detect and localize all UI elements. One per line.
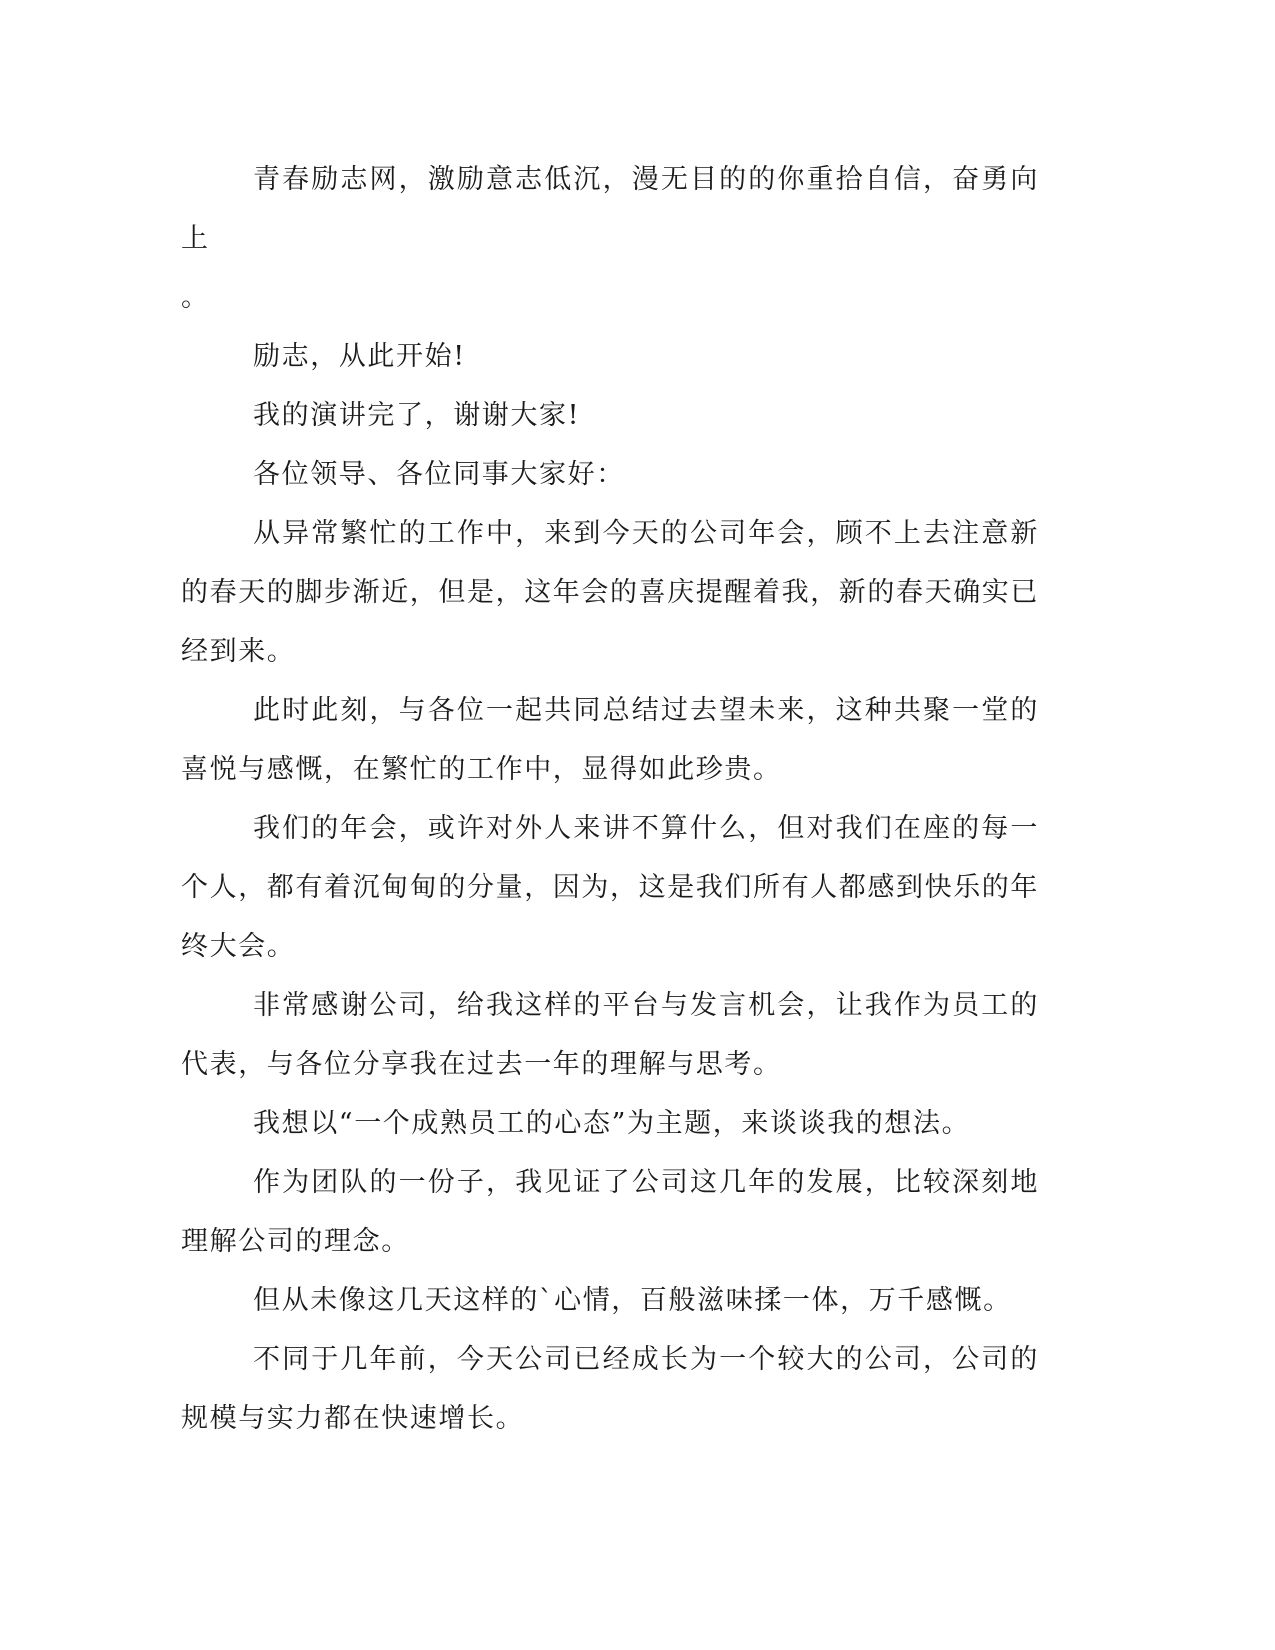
paragraph-body: 此时此刻，与各位一起共同总结过去望未来，这种共聚一堂的喜悦与感慨，在繁忙的工作中，显得如此珍贵。 <box>181 695 1039 785</box>
paragraph-thanks: 我的演讲完了，谢谢大家! <box>253 400 581 431</box>
paragraph-body: 我们的年会，或许对外人来讲不算什么，但对我们在座的每一个人，都有着沉甸甸的分量，因为，这是我们所有人都感到快乐的年终大会。 <box>181 813 1039 962</box>
paragraph-body: 但从未像这几天这样的`心情，百般滋味揉一体，万千感慨。 <box>253 1285 1012 1316</box>
paragraph-greeting: 各位领导、各位同事大家好： <box>253 459 625 490</box>
paragraph-body: 我想以“一个成熟员工的心态”为主题，来谈谈我的想法。 <box>253 1108 971 1139</box>
paragraph-body: 从异常繁忙的工作中，来到今天的公司年会，顾不上去注意新的春天的脚步渐近，但是，这年会的喜庆提醒着我，新的春天确实已经到来。 <box>181 518 1039 667</box>
paragraph-body: 不同于几年前，今天公司已经成长为一个较大的公司，公司的规模与实力都在快速增长。 <box>181 1344 1039 1434</box>
paragraph-body: 作为团队的一份子，我见证了公司这几年的发展，比较深刻地理解公司的理念。 <box>181 1167 1039 1257</box>
paragraph-intro-motto: 青春励志网，激励意志低沉，漫无目的的你重拾自信，奋勇向上 <box>181 164 1039 254</box>
paragraph-intro-period: 。 <box>181 282 210 313</box>
paragraph-slogan: 励志，从此开始! <box>253 341 466 372</box>
document-page <box>181 150 1039 1448</box>
paragraph-body: 非常感谢公司，给我这样的平台与发言机会，让我作为员工的代表，与各位分享我在过去一年的理解与思考。 <box>181 990 1039 1080</box>
